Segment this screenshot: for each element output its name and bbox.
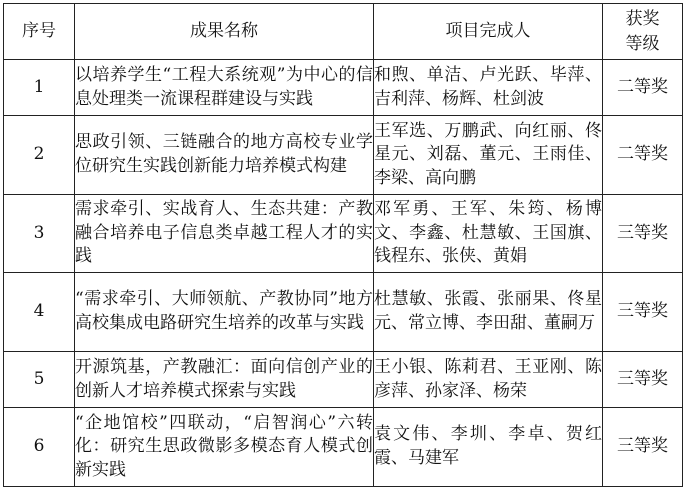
row-index: 4 [4,273,75,352]
row-members: 王军选、万鹏武、向红丽、佟星元、刘磊、董元、王雨佳、李梁、高向鹏 [374,116,603,195]
row-award-level: 三等奖 [603,195,683,273]
table-row [4,273,683,352]
header-award [603,4,683,60]
row-index: 2 [4,116,75,195]
row-award-level: 二等奖 [603,116,683,195]
row-achievement-name: 需求牵引、实战育人、生态共建：产教融合培养电子信息类卓越工程人才的实践 [75,195,374,273]
row-index: 5 [4,352,75,408]
row-members: 王小银、陈莉君、王亚刚、陈彦萍、孙家泽、杨荣 [374,352,603,408]
row-achievement-name: “企地馆校”四联动，“启智润心”六转化：研究生思政微影多模态育人模式创新实践 [75,408,374,487]
row-award-level: 三等奖 [603,352,683,408]
header-people: 项目完成人 [374,4,603,60]
row-index: 3 [4,195,75,273]
row-index: 1 [4,60,75,116]
table-row [4,352,683,408]
row-award-level: 三等奖 [603,273,683,352]
table-row [4,408,683,487]
table-row [4,195,683,273]
row-award-level: 二等奖 [603,60,683,116]
header-award-label: 获奖等级 [625,8,660,54]
row-achievement-name: 以培养学生“工程大系统观”为中心的信息处理类一流课程群建设与实践 [75,60,374,116]
awards-table [3,3,683,487]
header-name: 成果名称 [75,4,374,60]
row-members: 和煦、单洁、卢光跃、毕萍、吉利萍、杨辉、杜剑波 [374,60,603,116]
row-achievement-name: 思政引领、三链融合的地方高校专业学位研究生实践创新能力培养模式构建 [75,116,374,195]
row-members: 杜慧敏、张霞、张丽果、佟星元、常立博、李田甜、董嗣万 [374,273,603,352]
row-achievement-name: 开源筑基，产教融汇：面向信创产业的创新人才培养模式探索与实践 [75,352,374,408]
row-members: 袁文伟、李圳、李卓、贺红霞、马建军 [374,408,603,487]
header-row [4,4,683,60]
row-award-level: 三等奖 [603,408,683,487]
row-index: 6 [4,408,75,487]
table-row [4,60,683,116]
table-row [4,116,683,195]
row-achievement-name: “需求牵引、大师领航、产教协同”地方高校集成电路研究生培养的改革与实践 [75,273,374,352]
row-members: 邓军勇、王军、朱筠、杨博文、李鑫、杜慧敏、王国旗、钱程东、张侠、黄娟 [374,195,603,273]
header-index: 序号 [4,4,75,60]
